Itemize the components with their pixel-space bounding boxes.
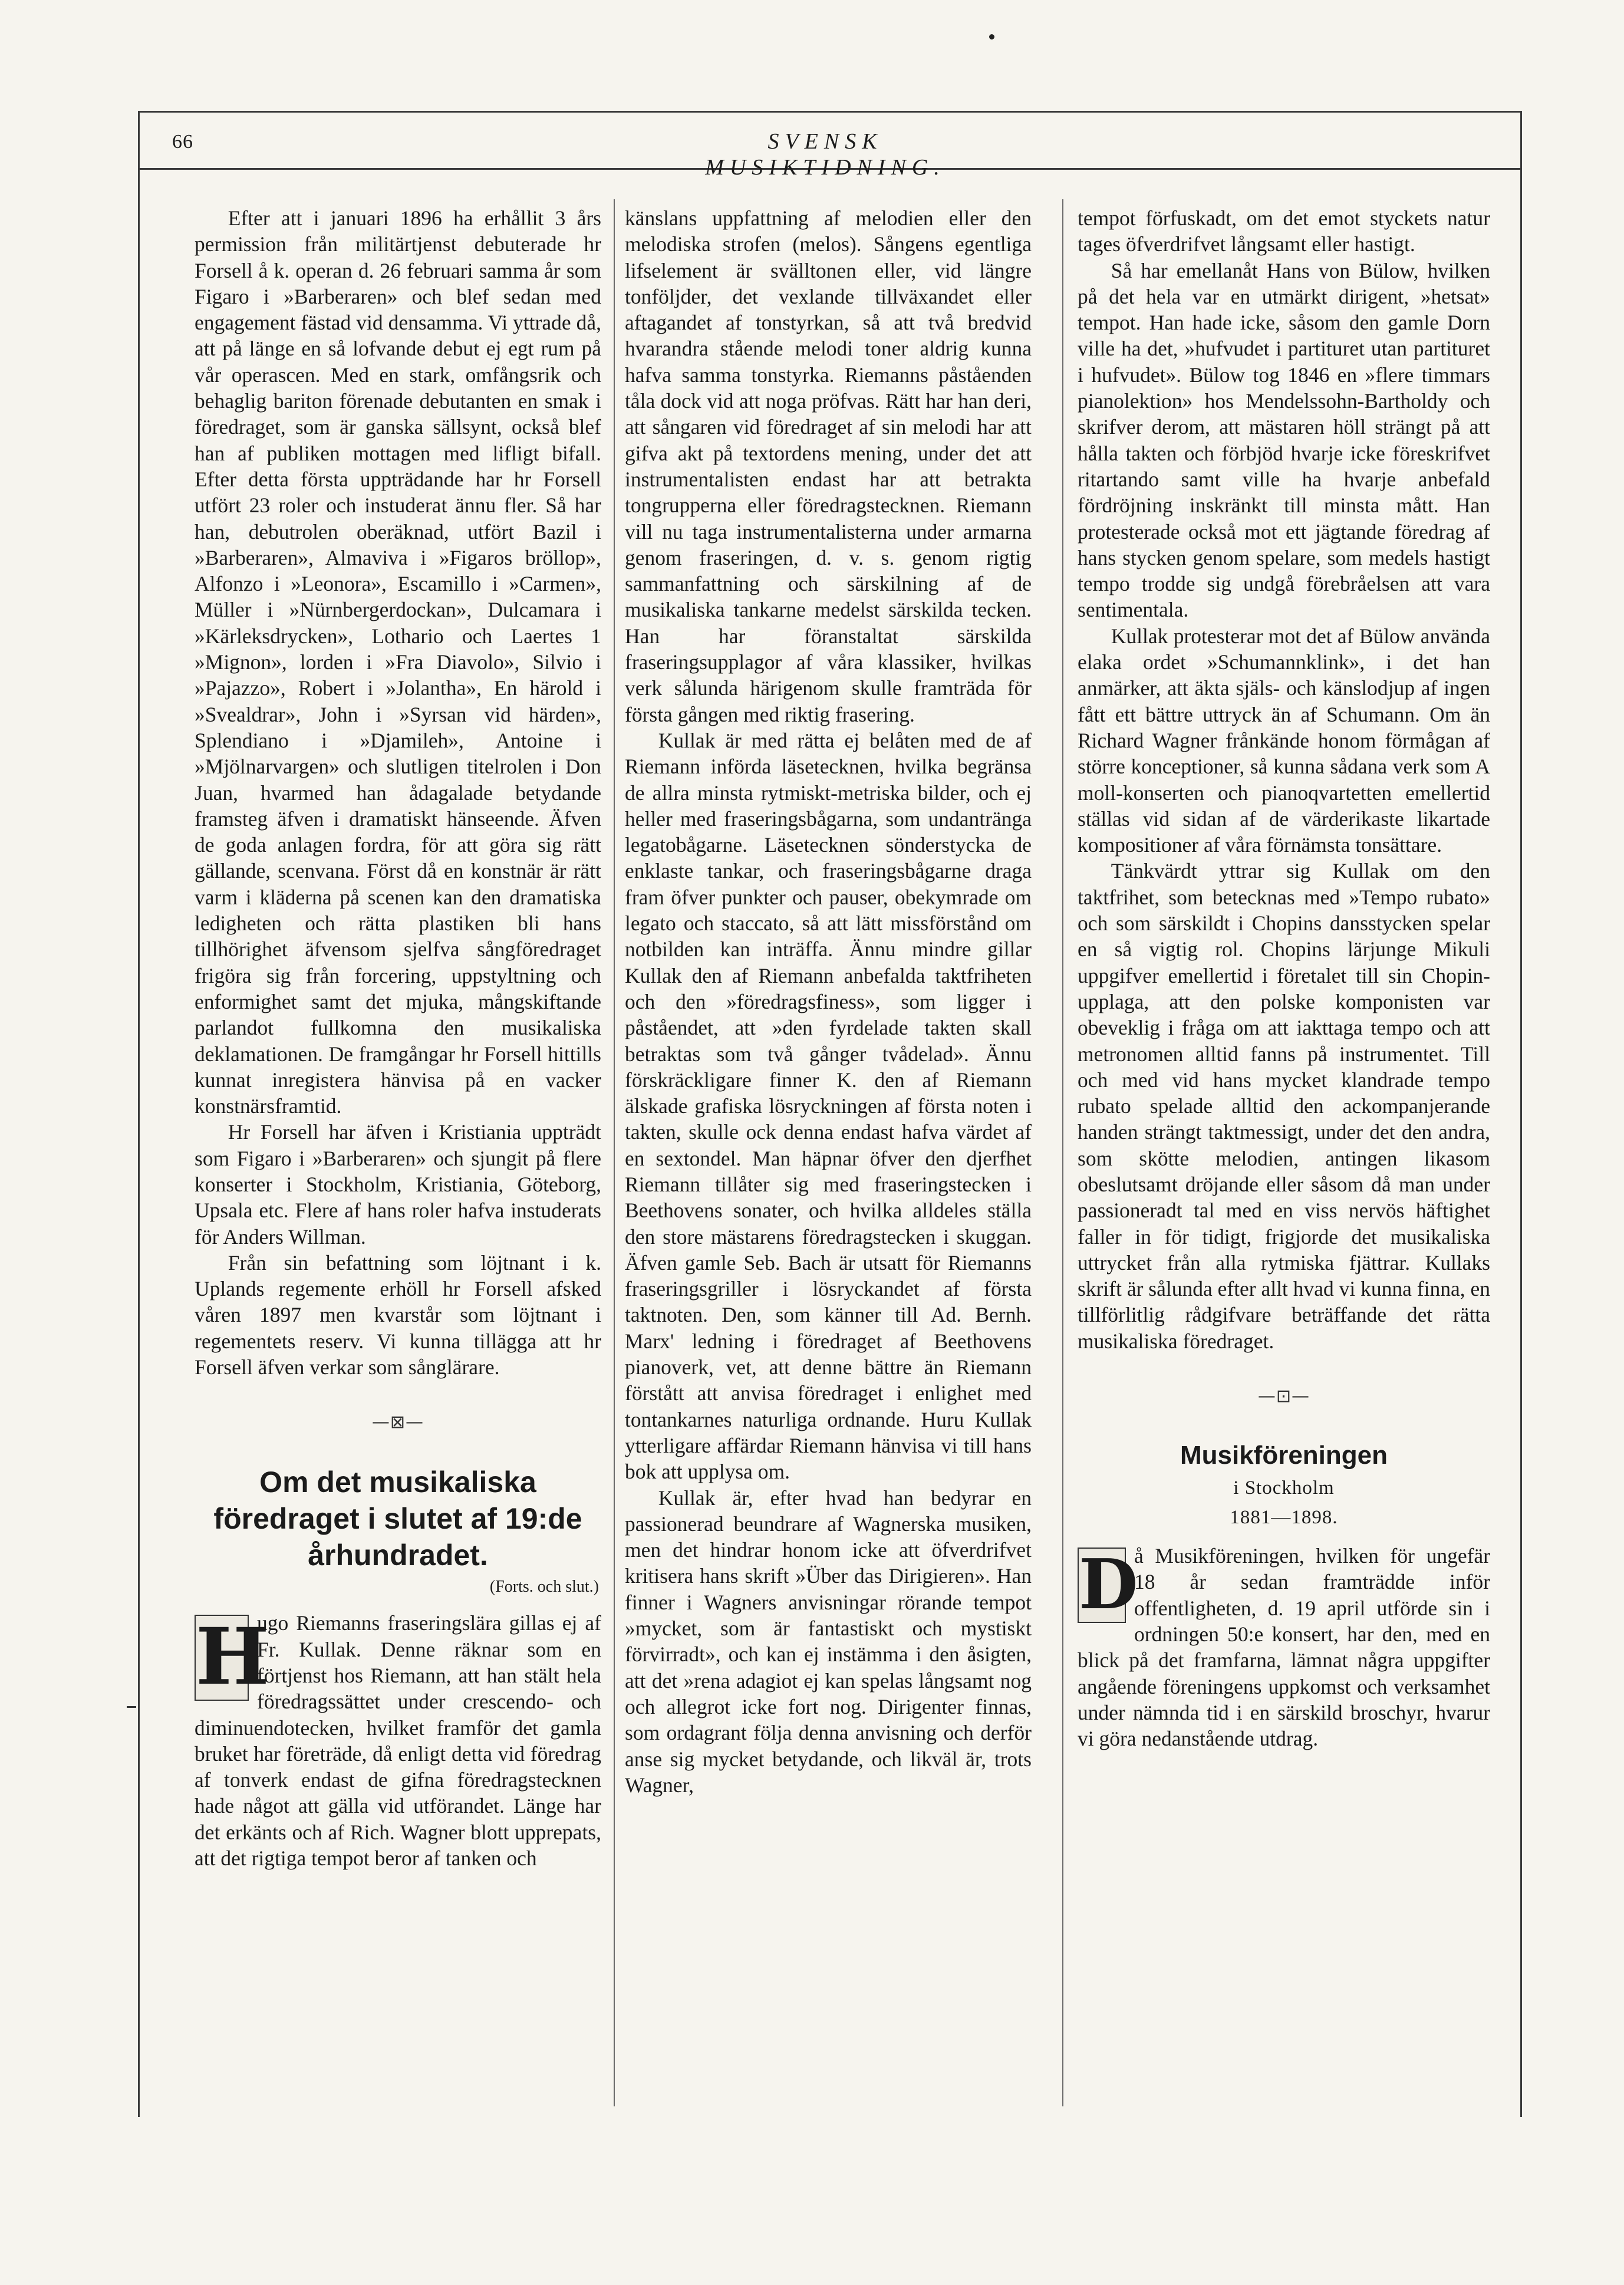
paragraph: Efter att i januari 1896 ha erhållit 3 års permission från militärtjenst debuterade hr Forsell å k. operan d. 26 februari samma år som Figaro i »Barberaren» och blef sedan med engagement fästad vid densamma. Vi yttrade då, att på länge en så lofvande debut ej egt rum på vår operascen. Med en stark, omfångsrik och behaglig bariton förenade debutanten en smak i föredraget, som är ganska sällsynt, också blef han af publiken mottagen med lifligt bifall. Efter detta första uppträdande har hr Forsell utfört 23 roler och instuderat ännu fler. Så har han, debutrolen oberäknad, utfört Bazil i »Barberaren», Almaviva i »Figaros bröllop», Alfonzo i »Leonora», Escamillo i »Carmen», Müller i »Nürnbergerdockan», Dulcamara i »Kärleksdrycken», Lothario och Laertes 1 »Mignon», lorden i »Fra Diavolo», Silvio i »Pajazzo», Robert i »Jolantha», En härold i »Svealdrar», John i »Syrsan vid härden», Splendiano i »Djamileh», Antoine i »Mjölnarvargen» och slutligen titelrolen i Don Juan, hvarmed han ådagalade betydande framsteg äfven i dramatiskt hänseende. Äfven de goda anlagen fordra, för att göra sig rätt gällande, scenvana. Först då en konstnär är rätt varm i kläderna på scenen kan den dramatiska ledigheten och rätta plastiken bli hans tillhörighet äfvensom sjelfva sångföredraget frigöra sig från forcering, uppstyltning och enformighet samt det mjuka, mångskiftande parlandot fullkomna den musikaliska deklamationen. De framgångar hr Forsell hittills kunnat inregistera hänvisa på en vacker konstnärsframtid. xyxy=(195,206,601,1118)
paragraph: Kullak är med rätta ej belåten med de af Riemann införda läsetecknen, hvilka begränsa de allra minsta rytmiskt-metriska bilder, och ej heller med fraseringsbågarna, som undantränga legatobågarne. Läsetecknen sönderstycka de enklaste tankar, och fraseringsbågarne draga fram öfver punkter och pauser, obekymrade om legato och staccato, så att lätt missförstånd om notbilden kan inträffa. Ännu mindre gillar Kullak den af Riemann anbefalda taktfriheten och den »föredragsfiness», som ligger i påståendet, att »den fyrdelade takten skall betraktas som två gånger tvådelad». Ännu förskräckligare finner K. den af Riemann älskade grafiska lösryckningen af första noten i takten, skulle ock denna endast hafva värdet af en sextondel. Man häpnar öfver den djerfhet Riemann tillåter sig med fraseringstecken i Beethovens sonater, och hvilka alldeles ställa den store mästarens föredragstecken i skuggan. Äfven gamle Seb. Bach är utsatt för Riemanns fraseringsgriller i lösryckandet af första taktnoten. Den, som känner till Ad. Bernh. Marx' ledning i föredraget af Beethovens pianoverk, vet, att denne bättre än Riemann förstått att anvisa föredraget i enlighet med tontankarnes naturliga ordnande. Huru Kullak ytterligare affärdar Riemann hänvisa vi till hans bok att upplysa om. xyxy=(625,728,1032,1484)
drop-cap: H xyxy=(196,1611,269,1703)
ink-dot xyxy=(989,34,994,39)
section-years: 1881—1898. xyxy=(1230,1507,1338,1529)
column-1 xyxy=(195,205,601,1871)
column-divider xyxy=(614,199,615,2106)
column-divider xyxy=(1062,199,1063,2106)
column-3 xyxy=(1078,205,1490,1751)
section-title: Musikföreningen xyxy=(1180,1441,1388,1470)
drop-cap: D xyxy=(1079,1545,1138,1625)
section-ornament: —⊡— xyxy=(1257,1386,1310,1407)
paragraph-text: å Musikföreningen, hvilken för ungefär 18 år sedan framträdde inför offentligheten, d. 19 april utförde sin i ordningen 50:e konsert, har den, med en blick på det framfarna, lämnat några uppgifter angående föreningens uppkomst och verksamhet under nämnda tid i en särskild broschyr, hvarur vi göra nedanstående utdrag. xyxy=(1078,1544,1490,1751)
article-title: Om det musikaliska föredraget i slutet af 19:de århundradet. xyxy=(213,1466,582,1572)
section-first-paragraph xyxy=(1078,1543,1490,1751)
running-head: SVENSK MUSIKTIDNING. xyxy=(705,129,946,180)
article-first-paragraph xyxy=(195,1610,601,1871)
paragraph: Från sin befattning som löjtnant i k. Uplands regemente erhöll hr Forsell afsked våren 1897 men kvarstår som löjtnant i regementets reserv. Vi kunna tillägga att hr Forsell äfven verkar som sånglärare. xyxy=(195,1250,601,1379)
paragraph: Så har emellanåt Hans von Bülow, hvilken på det hela var en utmärkt dirigent, »hetsat» tempot. Han hade icke, såsom den gamle Dorn ville ha det, »hufvudet i partituret utan partituret i hufvudet». Bülow tog 1846 en »flere timmars pianolektion» hos Mendelssohn-Bartholdy och skrifver derom, att mästaren höll strängt på att hålla takten och förbjöd hvarje icke föreskrifvet ritartando samt ville ha hvarje anbefald fördröjning inskränkt till minsta mått. Han protesterade också mot ett jägtande föredrag af hans stycken genom spelare, som medels hastigt tempo trodde sig undgå förebråelsen att vara sentimentala. xyxy=(1078,258,1490,622)
paragraph: Kullak är, efter hvad han bedyrar en passionerad beundrare af Wagnerska musiken, men det hindrar honom icke att öfverdrifvet kritisera hans skrift »Über das Dirigieren». Han finner i Wagners anvisningar rörande tempot »mycket, som är fantastiskt och mystiskt förvirradt», och kan ej instämma i den åsigten, att det »rena adagiot ej kan spelas långsamt nog och allegrot icke fort nog. Dirigenter finnas, som ordagrant följa denna anvisning och derför anse sig mycket betydande, och likväl är, trots Wagner, xyxy=(625,1486,1032,1797)
continuation-note: (Forts. och slut.) xyxy=(489,1578,599,1596)
paragraph-text: ugo Riemanns fraseringslära gillas ej af Fr. Kullak. Denne räknar som en förtjenst hos Riemann, att han stält hela föredragssättet under crescendo- och diminuendotecken, hvilket framför det gamla bruket har företräde, då enligt detta vid föredrag af tonverk endast de gifna föredragstecknen hade något att gälla vid utförandet. Länge har det erkänts och af Rich. Wagner blott upprepats, att det rigtiga tempot beror af tanken och xyxy=(195,1611,601,1871)
margin-mark xyxy=(127,1706,136,1708)
page-number: 66 xyxy=(172,131,193,153)
paragraph: Hr Forsell har äfven i Kristiania uppträdt som Figaro i »Barberaren» och sjungit på flere konserter i Stockholm, Kristiania, Göteborg, Upsala etc. Flere af hans roler hafva instuderats för Anders Willman. xyxy=(195,1120,601,1249)
paragraph: Kullak protesterar mot det af Bülow använda elaka ordet »Schumannklink», i det han anmärker, att äkta själs- och känslodjup af ingen fått ett bättre uttryck än af Schumann. Om än Richard Wagner frånkände honom förmågan af större konceptioner, så kunna sådana verk som A moll-konserten och pianoqvartetten emellertid ställas vid sidan af de värderikaste likartade kompositioner af våra förnämsta tonsättare. xyxy=(1078,624,1490,857)
paragraph: känslans uppfattning af melodien eller den melodiska strofen (melos). Sångens egentliga lifselement är svälltonen eller, vid längre tonföljder, det vexlande tillväxandet eller aftagandet af tonstyrkan, så att två bredvid hvarandra stående melodi toner aldrig kunna hafva samma tonstyrka. Riemanns påståenden tåla dock vid att noga pröfvas. Rätt har han deri, att sångaren vid föredraget af sin melodi har att gifva akt på textordens mening, under det att instrumentalisten endast har att betrakta tongrupperna eller föredragstecknen. Riemann vill nu taga instrumentalisterna under armarna genom fraseringen, d. v. s. genom rigtig sammanfattning och särskilning af de musikaliska tankarne medelst särskilda tecken. Han har föranstaltat särskilda fraseringsupplagor af våra klassiker, hvilkas verk sålunda härigenom skulle framträda för första gången med riktig frasering. xyxy=(625,206,1032,726)
column-2 xyxy=(625,205,1032,1798)
paragraph: tempot förfuskadt, om det emot styckets natur tages öfverdrifvet långsamt eller hastigt. xyxy=(1078,206,1490,256)
paragraph: Tänkvärdt yttrar sig Kullak om den taktfrihet, som betecknas med »Tempo rubato» och som särskildt i Chopins dansstycken spelar en så vigtig rol. Chopins lärjunge Mikuli uppgifver emellertid i företalet till sin Chopin-upplaga, att den polske komponisten var obeveklig i fråga om att iakttaga tempo och att metronomen alltid fanns på instrumentet. Till och med vid hans mycket klandrade tempo rubato spelade alltid den ackompanjerande handen strängt taktmessigt, under det den andra, som skötte melodien, antingen likasom obeslutsamt dröjande eller såsom då man under passioneradt tal med en viss nervös häftighet faller in för tidigt, frigjorde det musikaliska uttrycket från alla rytmiska fjättrar. Kullaks skrift är sålunda efter allt hvad vi kunna finna, en tillförlitlig rådgifvare beträffande det rätta musikaliska föredraget. xyxy=(1078,859,1490,1353)
section-ornament: —⊠— xyxy=(371,1412,424,1433)
section-location: i Stockholm xyxy=(1233,1477,1335,1499)
